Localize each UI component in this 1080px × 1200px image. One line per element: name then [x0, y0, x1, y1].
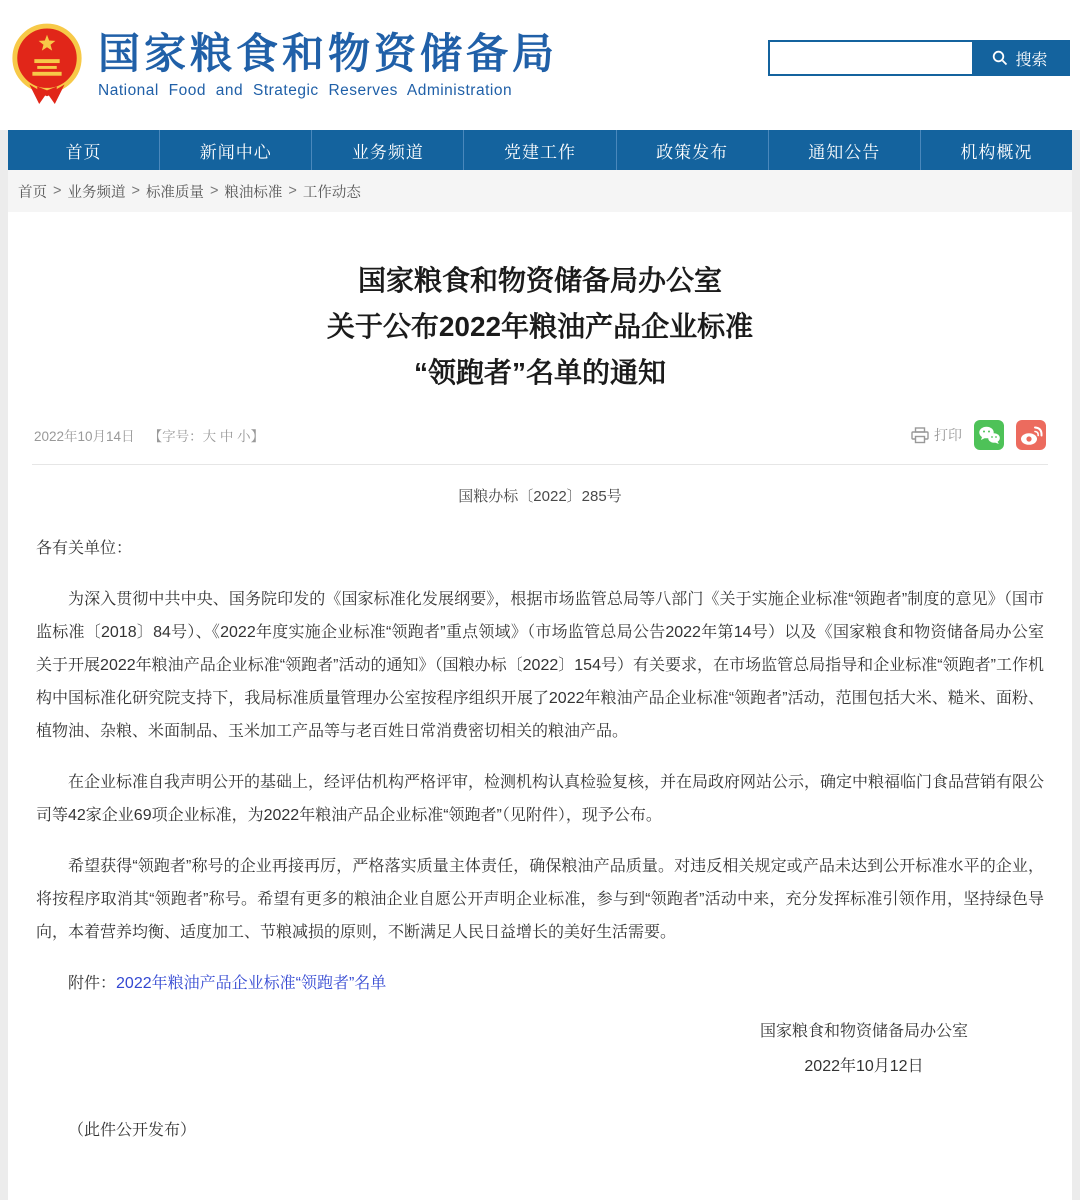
signature-block — [760, 1014, 968, 1084]
article-meta-left — [34, 425, 264, 445]
search-icon — [992, 50, 1008, 66]
search-input[interactable] — [770, 42, 972, 74]
wechat-icon — [974, 420, 1004, 450]
article-panel — [8, 212, 1072, 1200]
weibo-icon — [1016, 420, 1046, 450]
paragraph-2: 在企业标准自我声明公开的基础上，经评估机构严格评审，检测机构认真检验复核，并在局政府网站公示，确定中粮福临门食品营销有限公司等42家企业69项企业标准，为2022年粮油产品企业标准“领跑者”（见附件），现予公布。 — [36, 774, 1045, 824]
main-nav — [8, 130, 1072, 170]
document-body — [32, 532, 1048, 1147]
signature-date: 2022年10月12日 — [804, 1058, 924, 1075]
breadcrumb-separator: > — [288, 183, 297, 199]
print-button[interactable] — [911, 425, 962, 445]
breadcrumb-item-grain-oil[interactable]: 粮油标准 — [224, 184, 283, 201]
nav-item-business[interactable]: 业务频道 — [311, 130, 463, 170]
document-number: 国粮办标〔2022〕285号 — [458, 488, 622, 505]
attachment-line — [36, 967, 1044, 1000]
brand-text — [98, 30, 558, 100]
document-title — [32, 258, 1048, 396]
site-brand — [8, 22, 558, 108]
printer-icon — [911, 427, 929, 444]
search-button[interactable] — [972, 42, 1068, 74]
attachment-label: 附件： — [68, 975, 117, 992]
nav-item-news[interactable]: 新闻中心 — [159, 130, 311, 170]
site-title: 国家粮食和物资储备局 — [98, 30, 559, 77]
article-meta-right — [911, 420, 1046, 450]
document-title-line-1: 国家粮食和物资储备局办公室 — [357, 265, 722, 296]
search-bar — [768, 40, 1070, 76]
paragraph-3: 希望获得“领跑者”称号的企业再接再厉，严格落实质量主体责任，确保粮油产品质量。对违反相关规定或产品未达到公开标准水平的企业，将按程序取消其“领跑者”称号。希望有更多的粮油企业自愿公开声明企业标准，参与到“领跑者”活动中来，充分发挥标准引领作用，坚持绿色导向，本着营养均衡、适度加工、节粮减损的原则，不断满足人民日益增长的美好生活需要。 — [36, 858, 1044, 941]
national-emblem-logo — [8, 22, 86, 108]
breadcrumb — [8, 170, 1072, 212]
font-size-switcher[interactable]: 【字号：大 中 小】 — [148, 429, 265, 444]
nav-item-notice[interactable]: 通知公告 — [768, 130, 920, 170]
nav-item-about[interactable]: 机构概况 — [920, 130, 1072, 170]
breadcrumb-separator: > — [131, 183, 140, 199]
paragraph-1: 为深入贯彻中共中央、国务院印发的《国家标准化发展纲要》，根据市场监管总局等八部门《关于实施企业标准“领跑者”制度的意见》（国市监标准〔2018〕84号）、《2022年度实施企业标准“领跑者”重点领域》（市场监管总局公告2022年第14号）以及《国家粮食和物资储备局办公室关于开展2022年粮油产品企业标准“领跑者”活动的通知》（国粮办标〔2022〕154号）有关要求，在市场监管总局指导和企业标准“领跑者”工作机构中国标准化研究院支持下，我局标准质量管理办公室按程序组织开展了2022年粮油产品企业标准“领跑者”活动，范围包括大米、糙米、面粉、植物油、杂粮、米面制品、玉米加工产品等与老百姓日常消费密切相关的粮油产品。 — [36, 591, 1044, 740]
publish-date: 2022年10月14日 — [34, 429, 135, 444]
share-weibo-button[interactable] — [1016, 420, 1046, 450]
article-meta-row — [32, 420, 1048, 465]
site-header — [0, 0, 1080, 130]
breadcrumb-item-standards[interactable]: 标准质量 — [145, 184, 204, 201]
document-title-line-2: 关于公布2022年粮油产品企业标准 — [326, 311, 754, 342]
breadcrumb-separator: > — [53, 183, 62, 199]
share-wechat-button[interactable] — [974, 420, 1004, 450]
attachment-link[interactable]: 2022年粮油产品企业标准“领跑者”名单 — [116, 975, 387, 992]
document-title-line-3: “领跑者”名单的通知 — [413, 357, 666, 388]
nav-item-home[interactable]: 首页 — [65, 142, 102, 162]
salutation: 各有关单位： — [36, 540, 133, 557]
breadcrumb-item-work[interactable]: 工作动态 — [302, 184, 361, 201]
breadcrumb-item-business[interactable]: 业务频道 — [67, 184, 126, 201]
nav-item-party[interactable]: 党建工作 — [463, 130, 615, 170]
search-button-label: 搜索 — [1015, 51, 1048, 69]
breadcrumb-item-home[interactable]: 首页 — [18, 184, 47, 201]
signer-name: 国家粮食和物资储备局办公室 — [759, 1023, 968, 1040]
site-subtitle: National Food and Strategic Reserves Administration — [98, 82, 513, 99]
print-button-label: 打印 — [934, 427, 962, 443]
nav-item-policy[interactable]: 政策发布 — [616, 130, 768, 170]
breadcrumb-separator: > — [209, 183, 219, 199]
public-release-note: （此件公开发布） — [68, 1122, 197, 1139]
